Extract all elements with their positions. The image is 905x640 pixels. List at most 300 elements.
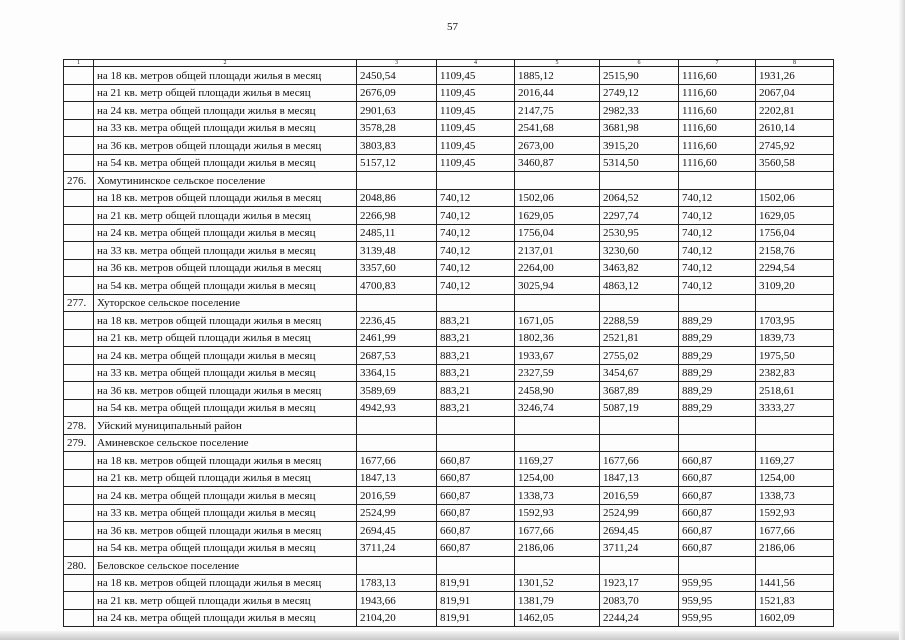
row-label-cell: на 33 кв. метра общей площади жилья в месяц [94,364,357,382]
value-cell-col-5: 2264,00 [515,259,600,277]
row-number-cell [64,119,94,137]
row-number-cell [64,592,94,610]
value-cell-col-4: 883,21 [437,312,515,330]
value-cell-col-6: 2083,70 [600,592,679,610]
scan-bottom-shadow [0,631,905,640]
section-row [64,172,834,190]
value-cell-col-7: 1116,60 [679,67,756,85]
table-row [64,487,834,505]
value-cell-col-6 [600,417,679,435]
row-label-cell: на 33 кв. метра общей площади жилья в месяц [94,504,357,522]
value-cell-col-7: 740,12 [679,277,756,295]
value-cell-col-7 [679,294,756,312]
value-cell-col-7: 660,87 [679,452,756,470]
value-cell-col-4 [437,557,515,575]
row-number-cell [64,154,94,172]
value-cell-col-5: 3025,94 [515,277,600,295]
row-number-cell [64,242,94,260]
value-cell-col-4: 1109,45 [437,119,515,137]
row-label-cell: на 21 кв. метр общей площади жилья в месяц [94,592,357,610]
value-cell-col-8: 1839,73 [756,329,834,347]
value-cell-col-8: 3109,20 [756,277,834,295]
value-cell-col-6: 2749,12 [600,84,679,102]
value-cell-col-5: 1802,36 [515,329,600,347]
value-cell-col-4: 740,12 [437,224,515,242]
value-cell-col-5: 1381,79 [515,592,600,610]
value-cell-col-8: 1521,83 [756,592,834,610]
table-row [64,259,834,277]
value-cell-col-5: 1169,27 [515,452,600,470]
value-cell-col-8: 2745,92 [756,137,834,155]
value-cell-col-7: 889,29 [679,329,756,347]
value-cell-col-3: 2694,45 [357,522,437,540]
value-cell-col-8: 2610,14 [756,119,834,137]
value-cell-col-8: 1677,66 [756,522,834,540]
value-cell-col-8: 1502,06 [756,189,834,207]
table-row [64,207,834,225]
value-cell-col-3 [357,557,437,575]
value-cell-col-3: 1783,13 [357,574,437,592]
table-row [64,119,834,137]
value-cell-col-7: 740,12 [679,242,756,260]
row-number-cell [64,259,94,277]
value-cell-col-3: 2048,86 [357,189,437,207]
value-cell-col-5: 2186,06 [515,539,600,557]
value-cell-col-7: 740,12 [679,207,756,225]
value-cell-col-5 [515,557,600,575]
value-cell-col-5: 2137,01 [515,242,600,260]
value-cell-col-8: 1629,05 [756,207,834,225]
value-cell-col-3 [357,417,437,435]
value-cell-col-6: 2521,81 [600,329,679,347]
table-row [64,504,834,522]
value-cell-col-7: 1116,60 [679,119,756,137]
value-cell-col-3 [357,294,437,312]
value-cell-col-5 [515,434,600,452]
value-cell-col-6: 3915,20 [600,137,679,155]
table-row [64,399,834,417]
table-row [64,347,834,365]
value-cell-col-8: 1338,73 [756,487,834,505]
value-cell-col-3: 2485,11 [357,224,437,242]
table-row [64,102,834,120]
value-cell-col-6: 2016,59 [600,487,679,505]
table-body [64,60,834,627]
value-cell-col-4: 1109,45 [437,154,515,172]
table-row [64,364,834,382]
value-cell-col-4: 660,87 [437,504,515,522]
row-label-cell: на 18 кв. метров общей площади жилья в месяц [94,574,357,592]
value-cell-col-6: 3230,60 [600,242,679,260]
value-cell-col-8: 3560,58 [756,154,834,172]
value-cell-col-8 [756,172,834,190]
value-cell-col-7: 660,87 [679,522,756,540]
value-cell-col-5: 1671,05 [515,312,600,330]
table-row [64,382,834,400]
value-cell-col-4: 1109,45 [437,84,515,102]
table-row [64,592,834,610]
value-cell-col-3: 2687,53 [357,347,437,365]
value-cell-col-8 [756,294,834,312]
value-cell-col-7 [679,172,756,190]
table-row [64,189,834,207]
value-cell-col-7: 959,95 [679,609,756,627]
value-cell-col-6 [600,434,679,452]
value-cell-col-4: 1109,45 [437,67,515,85]
value-cell-col-8: 1169,27 [756,452,834,470]
value-cell-col-3: 5157,12 [357,154,437,172]
value-cell-col-4: 883,21 [437,347,515,365]
value-cell-col-3: 2901,63 [357,102,437,120]
column-number: 5 [515,60,600,67]
value-cell-col-6: 2530,95 [600,224,679,242]
value-cell-col-7 [679,434,756,452]
value-cell-col-6: 5087,19 [600,399,679,417]
row-label-cell: на 18 кв. метров общей площади жилья в месяц [94,67,357,85]
value-cell-col-4: 740,12 [437,189,515,207]
value-cell-col-7: 889,29 [679,364,756,382]
value-cell-col-5: 1933,67 [515,347,600,365]
value-cell-col-4: 883,21 [437,329,515,347]
row-label-cell: Хуторское сельское поселение [94,294,357,312]
row-label-cell: на 54 кв. метра общей площади жилья в месяц [94,154,357,172]
table-row [64,137,834,155]
value-cell-col-5: 3460,87 [515,154,600,172]
row-number-cell [64,487,94,505]
value-cell-col-4 [437,434,515,452]
value-cell-col-7: 959,95 [679,592,756,610]
value-cell-col-5: 1629,05 [515,207,600,225]
value-cell-col-6: 3711,24 [600,539,679,557]
value-cell-col-4: 819,91 [437,592,515,610]
value-cell-col-3: 3139,48 [357,242,437,260]
value-cell-col-8: 1254,00 [756,469,834,487]
section-row [64,557,834,575]
section-row [64,434,834,452]
value-cell-col-5: 1885,12 [515,67,600,85]
value-cell-col-8 [756,417,834,435]
row-label-cell: на 21 кв. метр общей площади жилья в месяц [94,329,357,347]
table-row [64,522,834,540]
value-cell-col-8: 1975,50 [756,347,834,365]
column-number: 4 [437,60,515,67]
value-cell-col-8 [756,434,834,452]
row-label-cell: на 33 кв. метра общей площади жилья в месяц [94,119,357,137]
value-cell-col-6: 3681,98 [600,119,679,137]
value-cell-col-3: 3803,83 [357,137,437,155]
value-cell-col-3: 4942,93 [357,399,437,417]
row-number-cell: 276. [64,172,94,190]
value-cell-col-5 [515,417,600,435]
row-label-cell: на 21 кв. метр общей площади жилья в месяц [94,84,357,102]
row-number-cell [64,329,94,347]
value-cell-col-8: 2518,61 [756,382,834,400]
value-cell-col-3: 4700,83 [357,277,437,295]
value-cell-col-4: 883,21 [437,364,515,382]
value-cell-col-3: 2016,59 [357,487,437,505]
value-cell-col-3: 2524,99 [357,504,437,522]
value-cell-col-6: 1677,66 [600,452,679,470]
value-cell-col-4: 660,87 [437,469,515,487]
table-row [64,242,834,260]
value-cell-col-5: 1462,05 [515,609,600,627]
value-cell-col-4: 740,12 [437,207,515,225]
row-label-cell: Хомутининское сельское поселение [94,172,357,190]
row-label-cell: на 54 кв. метра общей площади жилья в месяц [94,277,357,295]
value-cell-col-6: 2755,02 [600,347,679,365]
table-row [64,84,834,102]
value-cell-col-8: 2067,04 [756,84,834,102]
value-cell-col-7: 959,95 [679,574,756,592]
value-cell-col-5: 1338,73 [515,487,600,505]
value-cell-col-5: 1677,66 [515,522,600,540]
value-cell-col-8: 1703,95 [756,312,834,330]
value-cell-col-8: 3333,27 [756,399,834,417]
row-label-cell: на 36 кв. метров общей площади жилья в месяц [94,522,357,540]
value-cell-col-3: 1847,13 [357,469,437,487]
value-cell-col-6: 2515,90 [600,67,679,85]
value-cell-col-4 [437,294,515,312]
value-cell-col-7: 889,29 [679,382,756,400]
row-number-cell [64,539,94,557]
value-cell-col-6: 3687,89 [600,382,679,400]
value-cell-col-6: 2288,59 [600,312,679,330]
value-cell-col-4 [437,172,515,190]
row-number-cell [64,504,94,522]
row-number-cell: 280. [64,557,94,575]
value-cell-col-3: 3357,60 [357,259,437,277]
column-number: 2 [94,60,357,67]
row-label-cell: на 24 кв. метра общей площади жилья в месяц [94,102,357,120]
row-number-cell [64,452,94,470]
value-cell-col-4: 1109,45 [437,137,515,155]
row-label-cell: на 54 кв. метра общей площади жилья в месяц [94,399,357,417]
value-cell-col-8: 2202,81 [756,102,834,120]
value-cell-col-6 [600,557,679,575]
row-label-cell: Беловское сельское поселение [94,557,357,575]
row-number-cell [64,399,94,417]
column-number: 8 [756,60,834,67]
value-cell-col-6: 3454,67 [600,364,679,382]
value-cell-col-6: 5314,50 [600,154,679,172]
value-cell-col-7 [679,557,756,575]
row-number-cell [64,67,94,85]
value-cell-col-3: 2461,99 [357,329,437,347]
row-number-cell [64,277,94,295]
table-row [64,574,834,592]
table-row [64,452,834,470]
value-cell-col-7: 889,29 [679,347,756,365]
scan-right-shadow [899,0,905,640]
value-cell-col-3: 2104,20 [357,609,437,627]
value-cell-col-5: 1756,04 [515,224,600,242]
value-cell-col-5: 3246,74 [515,399,600,417]
value-cell-col-5: 2541,68 [515,119,600,137]
value-cell-col-6 [600,294,679,312]
row-number-cell [64,609,94,627]
value-cell-col-5 [515,172,600,190]
value-cell-col-8: 2382,83 [756,364,834,382]
row-label-cell: на 18 кв. метров общей площади жилья в месяц [94,189,357,207]
value-cell-col-6 [600,172,679,190]
row-number-cell: 278. [64,417,94,435]
value-cell-col-3: 3589,69 [357,382,437,400]
table-row [64,277,834,295]
value-cell-col-7: 660,87 [679,469,756,487]
row-number-cell [64,189,94,207]
value-cell-col-3: 2236,45 [357,312,437,330]
value-cell-col-3: 3364,15 [357,364,437,382]
value-cell-col-4: 883,21 [437,382,515,400]
value-cell-col-7: 1116,60 [679,154,756,172]
value-cell-col-5 [515,294,600,312]
value-cell-col-3 [357,172,437,190]
row-label-cell: на 24 кв. метра общей площади жилья в месяц [94,347,357,365]
value-cell-col-4: 660,87 [437,522,515,540]
table-row [64,539,834,557]
value-cell-col-8: 2294,54 [756,259,834,277]
value-cell-col-3: 2266,98 [357,207,437,225]
value-cell-col-3: 1943,66 [357,592,437,610]
row-number-cell: 279. [64,434,94,452]
row-label-cell: на 24 кв. метра общей площади жилья в месяц [94,487,357,505]
row-label-cell: на 24 кв. метра общей площади жилья в месяц [94,224,357,242]
value-cell-col-5: 1254,00 [515,469,600,487]
table-row [64,609,834,627]
value-cell-col-3: 3711,24 [357,539,437,557]
value-cell-col-4: 740,12 [437,242,515,260]
value-cell-col-4: 819,91 [437,609,515,627]
value-cell-col-6: 3463,82 [600,259,679,277]
value-cell-col-4: 883,21 [437,399,515,417]
value-cell-col-8: 1592,93 [756,504,834,522]
table-row [64,329,834,347]
column-number: 3 [357,60,437,67]
value-cell-col-7: 889,29 [679,399,756,417]
column-number: 1 [64,60,94,67]
value-cell-col-5: 2327,59 [515,364,600,382]
value-cell-col-7: 740,12 [679,224,756,242]
section-row [64,417,834,435]
value-cell-col-5: 2673,00 [515,137,600,155]
value-cell-col-6: 1923,17 [600,574,679,592]
value-cell-col-8 [756,557,834,575]
table-row [64,312,834,330]
section-row [64,294,834,312]
row-number-cell [64,207,94,225]
value-cell-col-8: 1441,56 [756,574,834,592]
value-cell-col-5: 1301,52 [515,574,600,592]
value-cell-col-7: 740,12 [679,259,756,277]
value-cell-col-4: 1109,45 [437,102,515,120]
value-cell-col-3: 2676,09 [357,84,437,102]
row-label-cell: Аминевское сельское поселение [94,434,357,452]
row-label-cell: Уйский муниципальный район [94,417,357,435]
value-cell-col-5: 1502,06 [515,189,600,207]
value-cell-col-8: 1602,09 [756,609,834,627]
row-number-cell [64,312,94,330]
value-cell-col-6: 2694,45 [600,522,679,540]
row-label-cell: на 18 кв. метров общей площади жилья в месяц [94,452,357,470]
value-cell-col-3: 2450,54 [357,67,437,85]
value-cell-col-7: 1116,60 [679,102,756,120]
value-cell-col-7: 740,12 [679,189,756,207]
value-cell-col-6: 2982,33 [600,102,679,120]
row-number-cell [64,84,94,102]
value-cell-col-7: 1116,60 [679,137,756,155]
value-cell-col-5: 2016,44 [515,84,600,102]
value-cell-col-4: 740,12 [437,259,515,277]
row-label-cell: на 33 кв. метра общей площади жилья в месяц [94,242,357,260]
row-number-cell: 277. [64,294,94,312]
value-cell-col-7: 889,29 [679,312,756,330]
value-cell-col-7: 1116,60 [679,84,756,102]
value-cell-col-6: 1847,13 [600,469,679,487]
value-cell-col-4: 660,87 [437,452,515,470]
value-cell-col-7 [679,417,756,435]
row-label-cell: на 21 кв. метр общей площади жилья в месяц [94,207,357,225]
table-row [64,224,834,242]
column-number-row [64,60,834,67]
value-cell-col-5: 1592,93 [515,504,600,522]
value-cell-col-6: 2297,74 [600,207,679,225]
value-cell-col-6: 2244,24 [600,609,679,627]
value-cell-col-8: 2186,06 [756,539,834,557]
tariff-table [63,59,834,627]
row-label-cell: на 36 кв. метров общей площади жилья в месяц [94,137,357,155]
value-cell-col-7: 660,87 [679,539,756,557]
column-number: 6 [600,60,679,67]
value-cell-col-4: 660,87 [437,487,515,505]
row-number-cell [64,224,94,242]
value-cell-col-6: 2064,52 [600,189,679,207]
value-cell-col-6: 2524,99 [600,504,679,522]
table-row [64,469,834,487]
value-cell-col-8: 1756,04 [756,224,834,242]
row-label-cell: на 21 кв. метр общей площади жилья в месяц [94,469,357,487]
value-cell-col-8: 1931,26 [756,67,834,85]
row-label-cell: на 18 кв. метров общей площади жилья в месяц [94,312,357,330]
value-cell-col-7: 660,87 [679,504,756,522]
row-label-cell: на 54 кв. метра общей площади жилья в месяц [94,539,357,557]
value-cell-col-7: 660,87 [679,487,756,505]
row-label-cell: на 36 кв. метров общей площади жилья в месяц [94,382,357,400]
row-number-cell [64,364,94,382]
value-cell-col-4: 740,12 [437,277,515,295]
value-cell-col-5: 2147,75 [515,102,600,120]
row-label-cell: на 24 кв. метра общей площади жилья в месяц [94,609,357,627]
row-label-cell: на 36 кв. метров общей площади жилья в месяц [94,259,357,277]
row-number-cell [64,137,94,155]
value-cell-col-5: 2458,90 [515,382,600,400]
table-row [64,67,834,85]
row-number-cell [64,574,94,592]
value-cell-col-4: 660,87 [437,539,515,557]
value-cell-col-4 [437,417,515,435]
table-row [64,154,834,172]
value-cell-col-8: 2158,76 [756,242,834,260]
value-cell-col-6: 4863,12 [600,277,679,295]
row-number-cell [64,469,94,487]
column-number: 7 [679,60,756,67]
row-number-cell [64,522,94,540]
row-number-cell [64,102,94,120]
row-number-cell [64,347,94,365]
value-cell-col-3: 3578,28 [357,119,437,137]
row-number-cell [64,382,94,400]
value-cell-col-3 [357,434,437,452]
page-number: 57 [447,21,458,33]
